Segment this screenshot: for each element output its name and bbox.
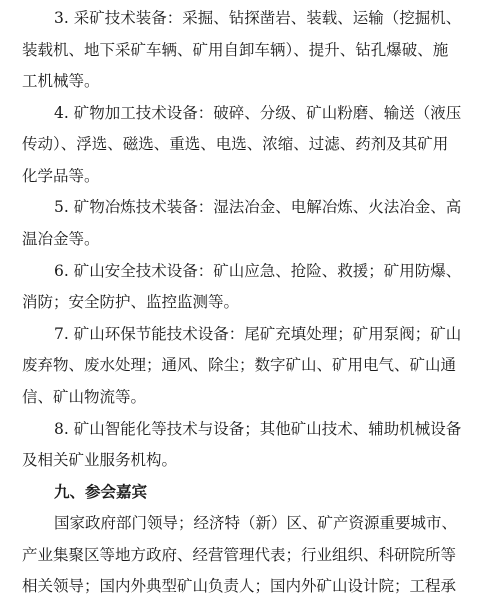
text-line: 装载机、地下采矿车辆、矿用自卸车辆）、提升、钻孔爆破、施 [22, 41, 449, 59]
text-line: 3. 采矿技术装备：采掘、钻探凿岩、装载、运输（挖掘机、 [54, 9, 462, 27]
text-line: 5. 矿物冶炼技术装备：湿法冶金、电解冶炼、火法冶金、高 [54, 198, 462, 216]
text-line: 废弃物、废水处理；通风、除尘；数字矿山、矿用电气、矿山通 [22, 356, 457, 374]
text-line: 国家政府部门领导；经济特（新）区、矿产资源重要城市、 [54, 514, 458, 532]
text-line: 产业集聚区等地方政府、经营管理代表；行业组织、科研院所等 [22, 546, 457, 564]
text-line: 及相关矿业服务机构。 [22, 451, 178, 469]
text-line: 化学品等。 [22, 167, 100, 185]
text-line: 7. 矿山环保节能技术设备：尾矿充填处理；矿用泵阀；矿山 [54, 325, 462, 343]
text-line: 相关领导；国内外典型矿山负责人；国内外矿山设计院；工程承 [22, 577, 457, 595]
text-line: 工机械等。 [22, 72, 100, 90]
text-line: 传动）、浮选、磁选、重选、电选、浓缩、过滤、药剂及其矿用 [22, 135, 449, 153]
text-line: 信、矿山物流等。 [22, 388, 147, 406]
text-line: 8. 矿山智能化等技术与设备；其他矿山技术、辅助机械设备 [54, 420, 462, 438]
text-line: 温冶金等。 [22, 230, 100, 248]
text-line: 6. 矿山安全技术设备：矿山应急、抢险、救援；矿用防爆、 [54, 262, 462, 280]
text-line: 4. 矿物加工技术设备：破碎、分级、矿山粉磨、输送（液压 [54, 104, 462, 122]
text-line: 消防；安全防护、监控监测等。 [22, 293, 240, 311]
section-heading: 九、参会嘉宾 [54, 483, 148, 501]
